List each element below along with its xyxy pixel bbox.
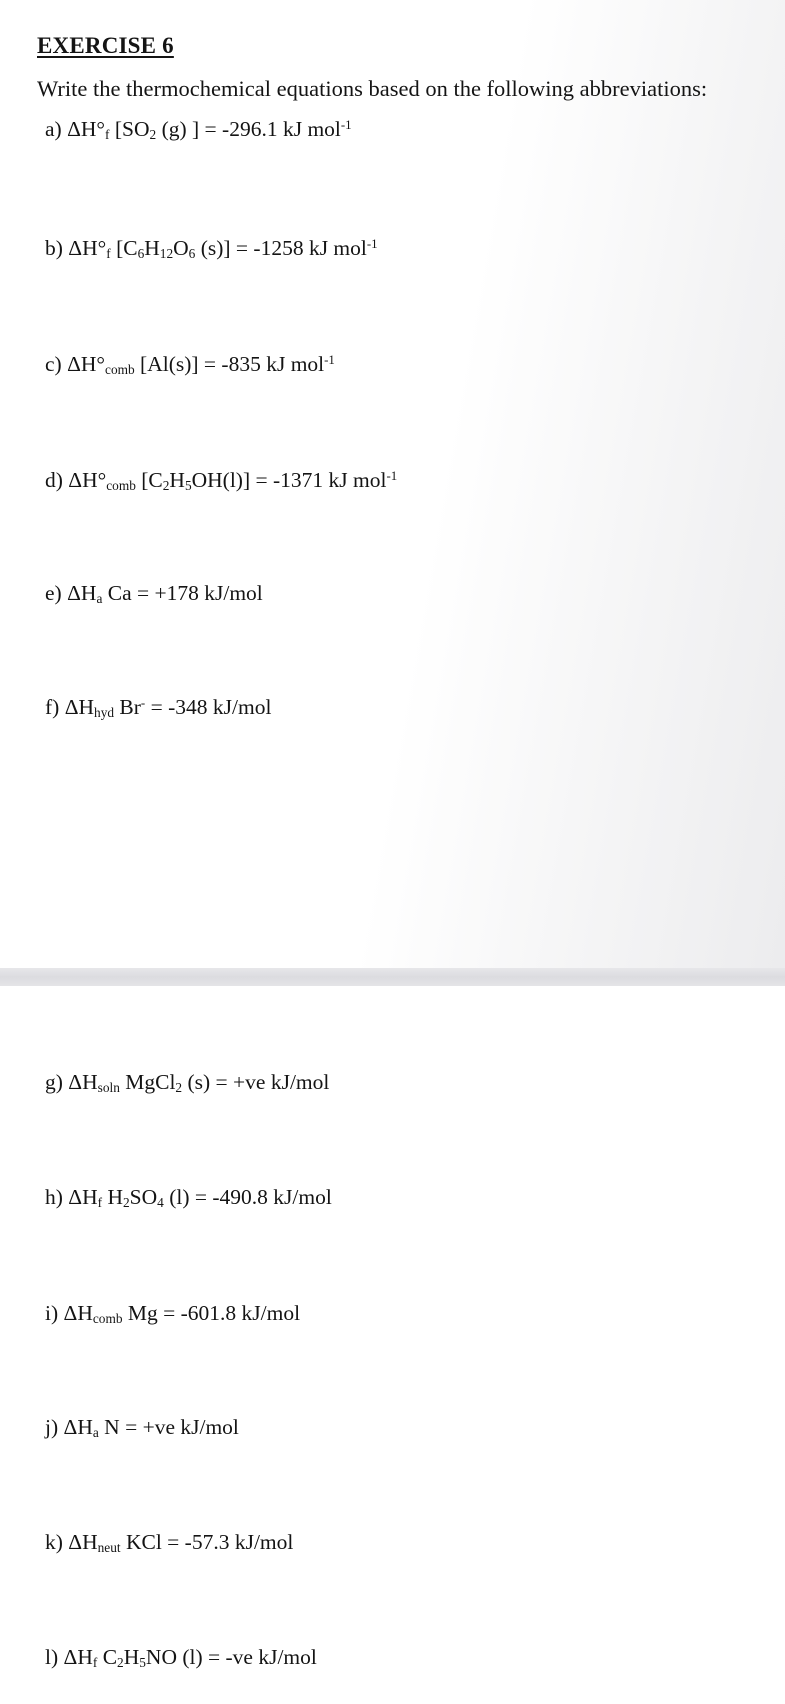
equation-item-g: g) $\Delta H_{soln}$ MgCl$_2$ (s) = +ve kJ/mol (45, 1070, 330, 1095)
equation-item-d: d) $\Delta H^\circ_{comb}$ $[C_2H_5OH(l)] = -1371$ kJ mol$^{-1}$ (45, 468, 398, 493)
equation-item-l: l) $\Delta H_f$ $C_2H_5NO$ (l) = -ve kJ/mol (45, 1645, 317, 1670)
equation-item-f: f) $\Delta H_{hyd}$ Br- = -348 kJ/mol (45, 695, 272, 720)
exercise-instruction: Write the thermochemical equations based on the following abbreviations: (37, 76, 708, 101)
equation-item-k: k) $\Delta H_{neut}$ KCl = -57.3 kJ/mol (45, 1530, 294, 1555)
exercise-title: EXERCISE 6 (37, 33, 174, 58)
equation-item-h: h) $\Delta H_f$ $H_2SO_4$ (l) = -490.8 kJ/mol (45, 1185, 332, 1210)
equation-item-i: i) $\Delta H_{comb}$ Mg = -601.8 kJ/mol (45, 1301, 301, 1326)
equation-item-a: a) $\Delta H^\circ_f$ [$SO_2$ (g) ] = -296.1 kJ mol$^{-1}$ (45, 117, 352, 142)
equation-item-c: c) $\Delta H^\circ_{comb}$ [Al(s)] = -835 kJ mol$^{-1}$ (45, 352, 335, 377)
equation-item-b: b) $\Delta H^\circ_f$ [$C_6H_{12}O_6$ (s)] = -1258 kJ mol$^{-1}$ (45, 236, 378, 261)
equation-item-e: e) $\Delta H_a$ Ca = +178 kJ/mol (45, 581, 263, 606)
page-separator (0, 968, 785, 986)
document-page-2 (0, 986, 785, 1704)
equation-item-j: j) $\Delta H_a$ N = +ve kJ/mol (45, 1415, 239, 1440)
